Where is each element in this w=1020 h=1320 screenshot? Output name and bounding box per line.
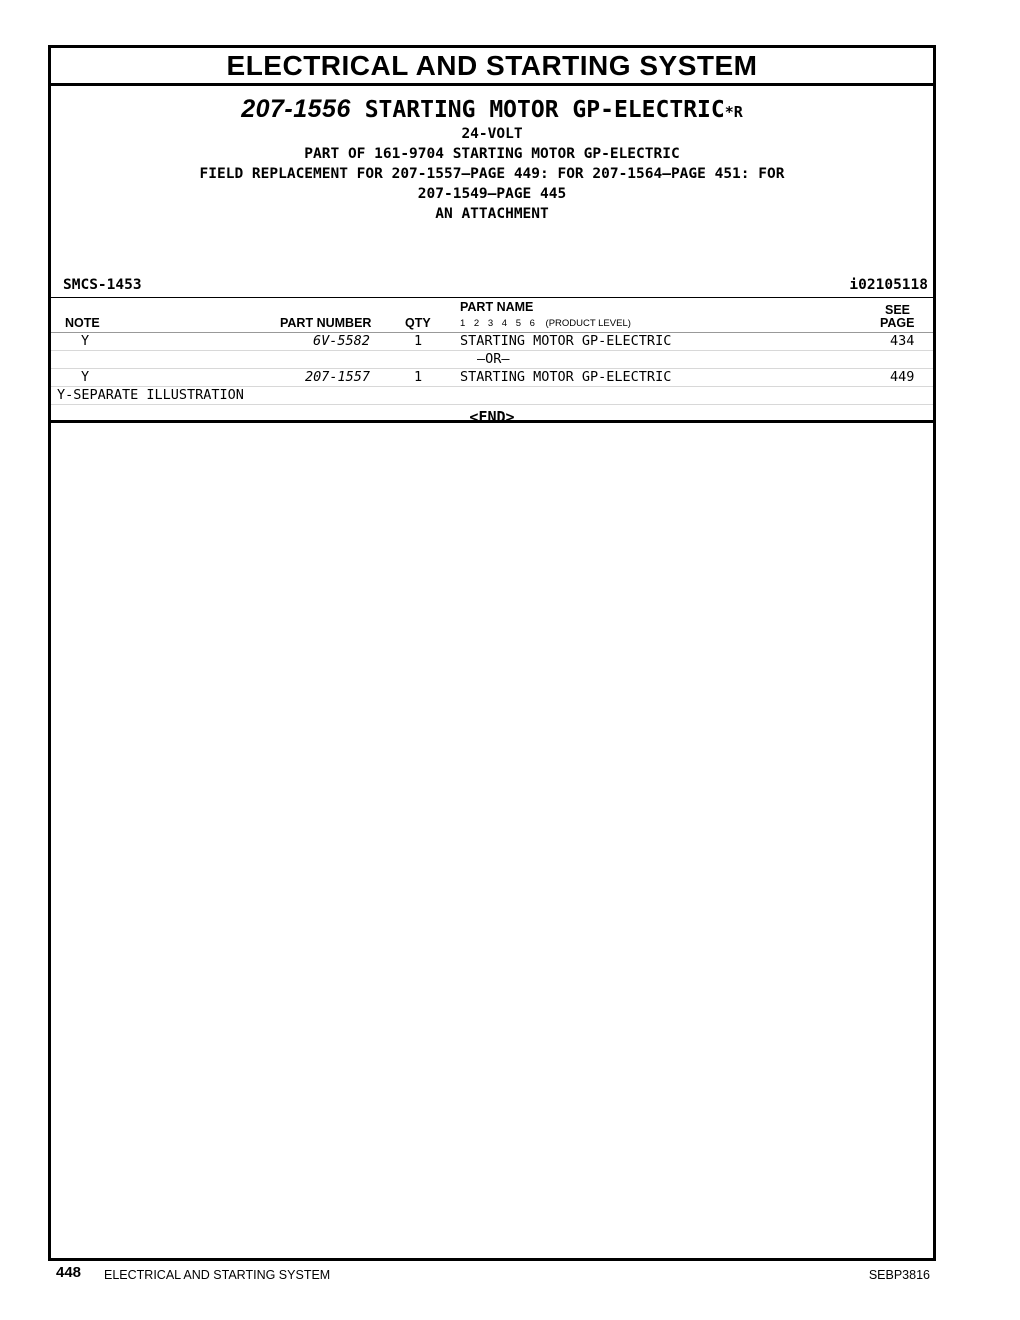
group-desc-line-4: 207-1549—PAGE 445	[417, 186, 567, 202]
col-note: NOTE	[65, 316, 100, 330]
table-row	[51, 368, 933, 387]
smcs-code: SMCS-1453	[63, 277, 142, 293]
row-qty: 1	[414, 333, 423, 349]
group-name: STARTING MOTOR GP-ELECTRIC	[350, 97, 725, 123]
footnote-row	[51, 386, 933, 405]
row-note: Y	[81, 369, 90, 385]
row-part-number: 207-1557	[305, 369, 371, 385]
col-see: SEE	[885, 303, 911, 317]
table-row-or	[51, 350, 933, 369]
parts-group-box	[51, 94, 933, 426]
row-part-number: 6V-5582	[313, 333, 370, 349]
group-title	[51, 94, 933, 124]
or-separator: —OR—	[477, 351, 510, 367]
smcs-row	[51, 274, 933, 296]
col-levels	[460, 318, 631, 329]
col-page: PAGE	[880, 316, 915, 330]
row-note: Y	[81, 333, 90, 349]
col-part-name: PART NAME	[460, 300, 534, 314]
footer-section: ELECTRICAL AND STARTING SYSTEM	[104, 1268, 331, 1282]
row-part-name: STARTING MOTOR GP-ELECTRIC	[460, 369, 672, 385]
row-part-name: STARTING MOTOR GP-ELECTRIC	[460, 333, 672, 349]
page-footer	[56, 1266, 930, 1286]
col-part-number: PART NUMBER	[280, 316, 372, 330]
group-desc-line-1: 24-VOLT	[461, 126, 523, 142]
group-desc-line-2: PART OF 161-9704 STARTING MOTOR GP-ELECTRIC	[304, 146, 680, 162]
page-number: 448	[56, 1264, 82, 1281]
group-desc-line-5: AN ATTACHMENT	[435, 206, 549, 222]
levels-numbers: 1 2 3 4 5 6	[460, 318, 535, 329]
group-desc-line-3: FIELD REPLACEMENT FOR 207-1557—PAGE 449: FOR 207-1564—PAGE 451: FOR	[199, 166, 785, 182]
column-headers	[51, 297, 933, 333]
levels-product-level: (PRODUCT LEVEL)	[545, 318, 631, 329]
group-suffix: *R	[724, 103, 743, 121]
page-frame	[48, 45, 936, 1261]
doc-id: SEBP3816	[868, 1268, 930, 1282]
table-row	[51, 332, 933, 351]
footnote: Y-SEPARATE ILLUSTRATION	[57, 387, 244, 403]
section-title: ELECTRICAL AND STARTING SYSTEM	[51, 48, 933, 86]
row-see-page: 434	[890, 333, 915, 349]
col-qty: QTY	[405, 316, 431, 330]
row-qty: 1	[414, 369, 423, 385]
row-see-page: 449	[890, 369, 915, 385]
group-part-number: 207-1556	[241, 95, 351, 123]
end-mark: <END>	[469, 408, 515, 426]
illustration-id: i02105118	[849, 277, 928, 293]
